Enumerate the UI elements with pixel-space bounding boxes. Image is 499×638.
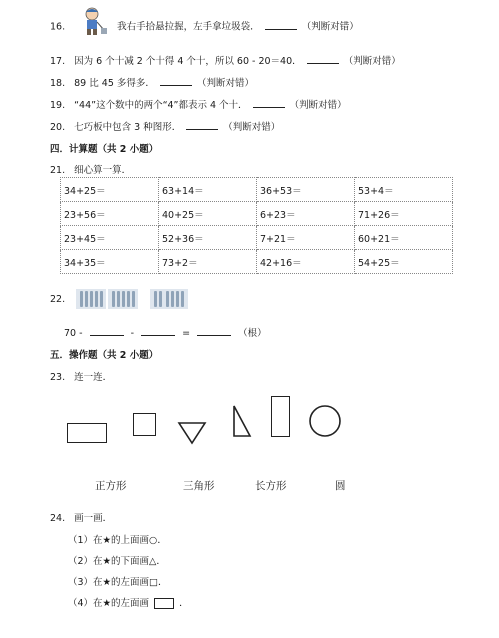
table-cell[interactable]: 60+21＝ — [355, 226, 453, 250]
judge-hint: （判断对错） — [301, 21, 359, 33]
answer-blank[interactable] — [253, 97, 285, 108]
equals-sign: = — [182, 328, 191, 339]
question-16 — [50, 18, 359, 36]
table-cell[interactable]: 40+25＝ — [159, 202, 257, 226]
instruction-item: （2）在★的下面画△． — [68, 556, 166, 567]
inverted-triangle-shape[interactable] — [177, 421, 207, 445]
question-text: 七巧板中包含 3 种图形． — [74, 122, 182, 133]
table-cell[interactable]: 54+25＝ — [355, 250, 453, 274]
question-text: 我右手拾悬拉握，左手拿垃圾袋． — [117, 21, 260, 33]
judge-hint: （判断对错） — [289, 100, 347, 111]
question-number: 24. — [50, 513, 66, 524]
instruction-end: ． — [179, 598, 189, 609]
table-cell[interactable]: 73+2＝ — [159, 250, 257, 274]
label-rectangle[interactable]: 长方形 — [255, 480, 287, 492]
question-text: 因为 6 个十减 2 个十得 4 个十，所以 60 - 20＝40． — [74, 56, 302, 67]
judge-hint: （判断对错） — [196, 78, 254, 89]
answer-blank[interactable] — [197, 325, 231, 336]
question-21 — [50, 162, 131, 176]
table-cell[interactable]: 42+16＝ — [257, 250, 355, 274]
table-cell[interactable]: 52+36＝ — [159, 226, 257, 250]
question-20 — [50, 119, 280, 133]
question-number: 21. — [50, 165, 66, 176]
answer-blank[interactable] — [141, 325, 175, 336]
question-number: 23. — [50, 372, 66, 383]
calculation-table — [60, 177, 453, 274]
question-text: 连一连． — [74, 372, 113, 383]
question-19 — [50, 97, 347, 111]
question-number: 18. — [50, 78, 66, 89]
minus-sign: - — [130, 328, 135, 339]
cartoon-boy-illustration — [74, 6, 110, 36]
table-cell[interactable]: 34+35＝ — [61, 250, 159, 274]
question-number: 20. — [50, 122, 66, 133]
right-triangle-shape[interactable] — [226, 404, 252, 438]
table-cell[interactable]: 23+56＝ — [61, 202, 159, 226]
circle-shape[interactable] — [308, 404, 342, 438]
table-row — [61, 178, 453, 202]
tall-rectangle-shape[interactable] — [271, 396, 290, 437]
table-cell[interactable]: 36+53＝ — [257, 178, 355, 202]
small-rectangle-icon — [154, 598, 174, 609]
section-heading-calculation: 四．计算题（共 2 小题） — [50, 144, 159, 155]
table-cell[interactable]: 63+14＝ — [159, 178, 257, 202]
table-row — [61, 226, 453, 250]
table-cell[interactable]: 6+23＝ — [257, 202, 355, 226]
label-circle[interactable]: 圆 — [335, 480, 346, 492]
answer-blank[interactable] — [160, 75, 192, 86]
table-row — [61, 250, 453, 274]
unit-label: （根） — [238, 328, 267, 339]
question-24 — [50, 510, 112, 524]
question-text: “44”这个数中的两个“4”都表示 4 个十． — [74, 100, 248, 111]
table-cell[interactable]: 7+21＝ — [257, 226, 355, 250]
label-square[interactable]: 正方形 — [95, 480, 127, 492]
question-23 — [50, 369, 112, 383]
table-cell[interactable]: 34+25＝ — [61, 178, 159, 202]
answer-blank[interactable] — [265, 19, 297, 30]
instruction-item-4 — [68, 595, 189, 609]
question-number: 19. — [50, 100, 66, 111]
answer-blank[interactable] — [90, 325, 124, 336]
instruction-item: （1）在★的上面画○． — [68, 535, 167, 546]
instruction-item: （3）在★的左面画□． — [68, 577, 168, 588]
table-cell[interactable]: 23+45＝ — [61, 226, 159, 250]
table-row — [61, 202, 453, 226]
square-shape[interactable] — [133, 413, 156, 436]
question-22 — [50, 294, 65, 305]
judge-hint: （判断对错） — [223, 122, 281, 133]
label-triangle[interactable]: 三角形 — [183, 480, 215, 492]
judge-hint: （判断对错） — [343, 56, 401, 67]
question-18 — [50, 75, 254, 89]
question-text: 细心算一算． — [74, 165, 132, 176]
table-cell[interactable]: 71+26＝ — [355, 202, 453, 226]
answer-blank[interactable] — [307, 53, 339, 64]
question-text: 画一画． — [74, 513, 113, 524]
question-17 — [50, 53, 401, 67]
section-heading-operation: 五．操作题（共 2 小题） — [50, 350, 159, 361]
table-cell[interactable]: 53+4＝ — [355, 178, 453, 202]
question-number: 22. — [50, 294, 66, 305]
question-22-expression — [64, 325, 267, 339]
answer-blank[interactable] — [186, 119, 218, 130]
question-number: 17. — [50, 56, 66, 67]
question-number: 16. — [50, 21, 66, 33]
expression-start: 70 - — [64, 328, 83, 339]
wide-rectangle-shape[interactable] — [67, 423, 107, 443]
question-text: 89 比 45 多得多． — [74, 78, 155, 89]
instruction-item: （4）在★的左面画 — [68, 598, 150, 609]
